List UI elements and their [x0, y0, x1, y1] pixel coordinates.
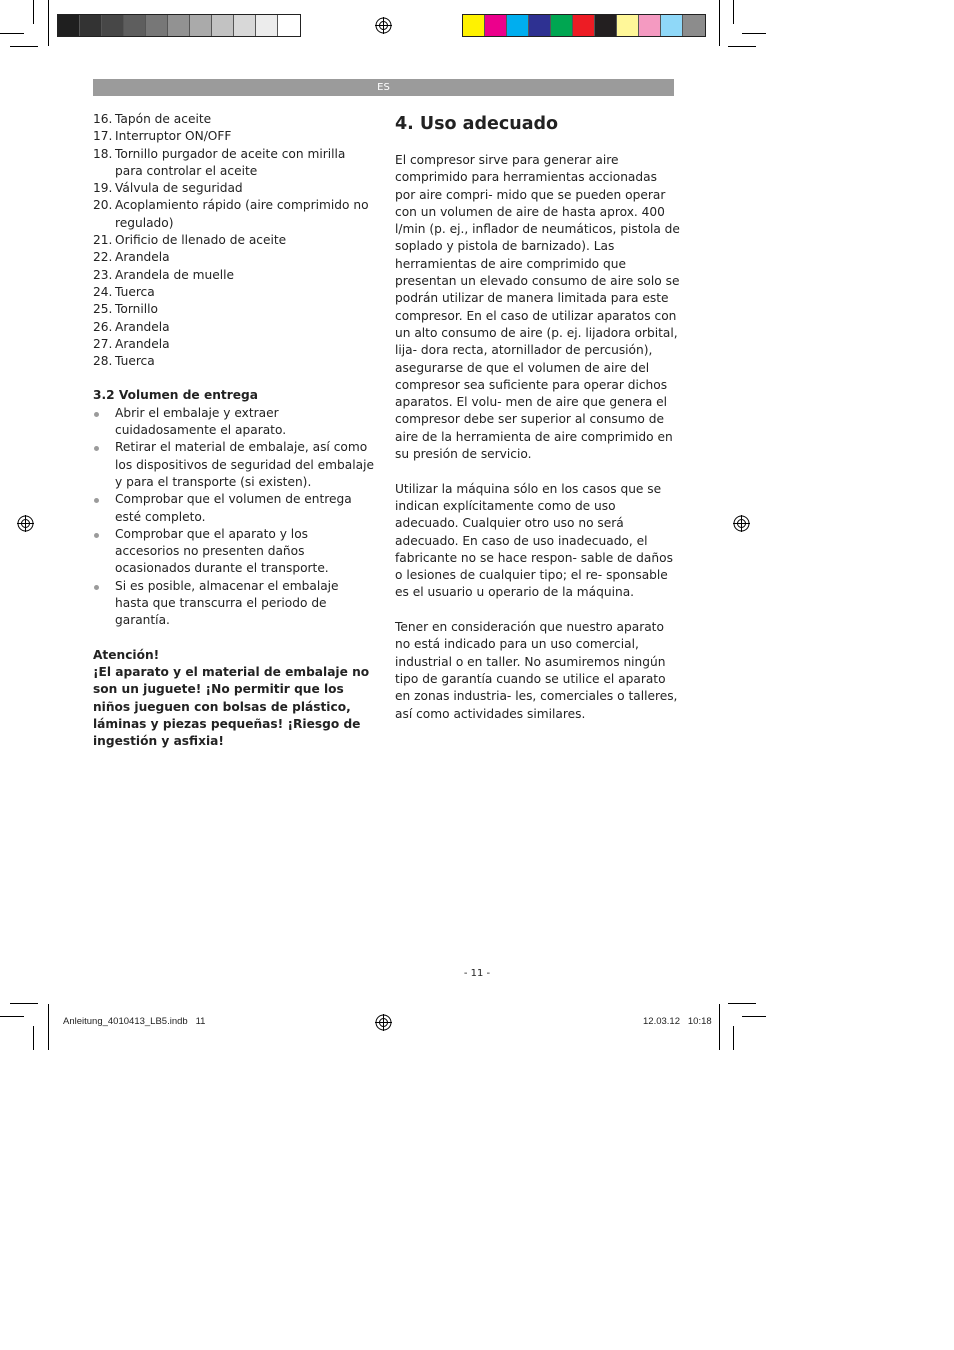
left-column	[93, 111, 375, 750]
crop-mark	[742, 33, 766, 34]
delivery-list	[93, 405, 375, 630]
bullet-icon	[94, 585, 99, 590]
warning-block	[93, 647, 375, 751]
color-swatch	[146, 15, 168, 36]
list-item	[93, 336, 375, 353]
item-number: 28.	[93, 354, 113, 369]
list-item	[93, 197, 375, 232]
registration-mark-icon	[375, 17, 392, 34]
item-text: Comprobar que el aparato y los accesorios no presenten daños ocasionados durante el transporte.	[115, 526, 329, 576]
list-item	[93, 405, 375, 440]
color-swatch	[551, 15, 573, 36]
item-text: Tuerca	[115, 284, 155, 299]
bullet-icon	[94, 412, 99, 417]
item-text: Arandela de muelle	[115, 267, 234, 282]
item-text: Arandela	[115, 250, 170, 265]
list-item	[93, 319, 375, 336]
crop-mark	[733, 1026, 734, 1050]
list-item	[93, 232, 375, 249]
warning-title: Atención!	[93, 647, 160, 662]
item-text: Orificio de llenado de aceite	[115, 233, 287, 248]
language-header-bar	[93, 79, 674, 96]
crop-mark	[10, 46, 38, 47]
item-number: 27.	[93, 336, 113, 351]
item-number: 18.	[93, 146, 113, 161]
item-text: Arandela	[115, 336, 170, 351]
item-text: Arandela	[115, 319, 170, 334]
list-item	[93, 578, 375, 630]
right-column	[395, 111, 680, 740]
file-info: Anleitung_4010413_LB5.indb 11	[63, 1016, 206, 1027]
section-title: 4. Uso adecuado	[395, 114, 559, 134]
color-swatch	[212, 15, 234, 36]
crop-mark	[10, 1003, 38, 1004]
list-item	[93, 526, 375, 578]
crop-mark	[719, 0, 720, 46]
item-number: 24.	[93, 284, 113, 299]
delivery-heading: 3.2 Volumen de entrega	[93, 388, 258, 403]
color-swatch	[639, 15, 661, 36]
page-number: - 11 -	[463, 968, 491, 979]
registration-mark-icon	[17, 515, 34, 532]
crop-mark	[0, 1016, 24, 1017]
paragraph: Utilizar la máquina sólo en los casos que se indican explícitamente como de uso adecuado. Cualquier otro uso no será adecuado. En caso de uso inadecuado, el fabricante no se hace respon- sable de daños o lesiones de cualquier tipo; el re- sponsable es el usuario u operario de la máquina.	[395, 481, 673, 600]
crop-mark	[742, 1016, 766, 1017]
crop-mark	[33, 0, 34, 24]
list-item	[93, 146, 375, 181]
language-code: ES	[377, 82, 390, 93]
color-swatch	[661, 15, 683, 36]
crop-mark	[728, 46, 756, 47]
print-timestamp: 12.03.12 10:18	[643, 1016, 712, 1027]
item-text: Acoplamiento rápido (aire comprimido no regulado)	[115, 198, 369, 230]
color-swatch	[190, 15, 212, 36]
item-text: Tapón de aceite	[115, 112, 212, 126]
item-number: 16.	[93, 112, 113, 126]
item-text: Comprobar que el volumen de entrega esté completo.	[115, 492, 352, 524]
list-item	[93, 267, 375, 284]
bullet-icon	[94, 533, 99, 538]
color-swatch	[80, 15, 102, 36]
color-swatch	[529, 15, 551, 36]
list-item	[93, 249, 375, 266]
warning-text: ¡El aparato y el material de embalaje no son un juguete! ¡No permitir que los niños jueguen con bolsas de plástico, láminas y piezas pequeñas! ¡Riesgo de ingestión y asfixia!	[93, 664, 370, 749]
registration-mark-icon	[733, 515, 750, 532]
crop-mark	[0, 33, 24, 34]
list-item	[93, 284, 375, 301]
color-swatch	[617, 15, 639, 36]
color-swatch	[595, 15, 617, 36]
item-number: 23.	[93, 267, 113, 282]
crop-mark	[719, 1004, 720, 1050]
cmyk-color-bar	[462, 14, 706, 37]
list-item	[93, 491, 375, 526]
list-item	[93, 439, 375, 491]
item-text: Tornillo	[115, 302, 158, 317]
list-item	[93, 111, 375, 128]
color-swatch	[124, 15, 146, 36]
crop-mark	[33, 1026, 34, 1050]
color-swatch	[463, 15, 485, 36]
grayscale-color-bar	[57, 14, 301, 37]
color-swatch	[278, 15, 300, 36]
color-swatch	[485, 15, 507, 36]
registration-mark-icon	[375, 1014, 392, 1031]
color-swatch	[58, 15, 80, 36]
crop-mark	[728, 1003, 756, 1004]
item-number: 20.	[93, 198, 113, 213]
item-text: Válvula de seguridad	[115, 181, 243, 196]
parts-list	[93, 111, 375, 370]
bullet-icon	[94, 446, 99, 451]
color-swatch	[573, 15, 595, 36]
item-text: Interruptor ON/OFF	[115, 129, 232, 144]
color-swatch	[234, 15, 256, 36]
item-number: 21.	[93, 233, 113, 248]
crop-mark	[48, 1004, 49, 1050]
color-swatch	[507, 15, 529, 36]
paragraph: Tener en consideración que nuestro aparato no está indicado para un uso comercial, industrial o en taller. No asumiremos ningún tipo de garantía cuando se utilice el aparato en zonas industria- les, comerciales o talleres, así como actividades similares.	[395, 620, 678, 721]
item-text: Tornillo purgador de aceite con mirilla para controlar el aceite	[115, 146, 346, 178]
color-swatch	[168, 15, 190, 36]
list-item	[93, 353, 375, 370]
item-number: 25.	[93, 302, 113, 317]
item-number: 26.	[93, 319, 113, 334]
color-swatch	[683, 15, 705, 36]
list-item	[93, 180, 375, 197]
item-number: 22.	[93, 250, 113, 265]
item-number: 17.	[93, 129, 113, 144]
crop-mark	[48, 0, 49, 46]
crop-mark	[733, 0, 734, 24]
paragraph: El compresor sirve para generar aire comprimido para herramientas accionadas por aire compri- mido que se pueden operar con un volumen de aire de hasta aprox. 400 l/min (p. ej., inflador de neumáticos, pistola de soplado y pistola de barnizado). Las herramientas de aire comprimido que presentan un elevado consumo de aire solo se podrán utilizar de manera limitada para este compresor. En el caso de utilizar aparatos con un alto consumo de aire (p. ej. lijadora orbital, lija- dora recta, atornillador de percusión), asegurarse de que el volumen de aire del compresor sea suficiente para operar dichos aparatos. El volu- men de aire que genera el compresor debe ser superior al consumo de aire de la herramienta de aire comprimido en su presión de servicio.	[395, 153, 680, 462]
item-text: Si es posible, almacenar el embalaje hasta que transcurra el periodo de garantía.	[115, 578, 339, 628]
color-swatch	[256, 15, 278, 36]
item-number: 19.	[93, 181, 113, 196]
item-text: Tuerca	[115, 354, 155, 369]
color-swatch	[102, 15, 124, 36]
item-text: Abrir el embalaje y extraer cuidadosamente el aparato.	[115, 405, 287, 438]
list-item	[93, 301, 375, 318]
list-item	[93, 128, 375, 145]
bullet-icon	[94, 498, 99, 503]
item-text: Retirar el material de embalaje, así como los dispositivos de seguridad del embalaje y para el transporte (si existen).	[115, 440, 374, 489]
